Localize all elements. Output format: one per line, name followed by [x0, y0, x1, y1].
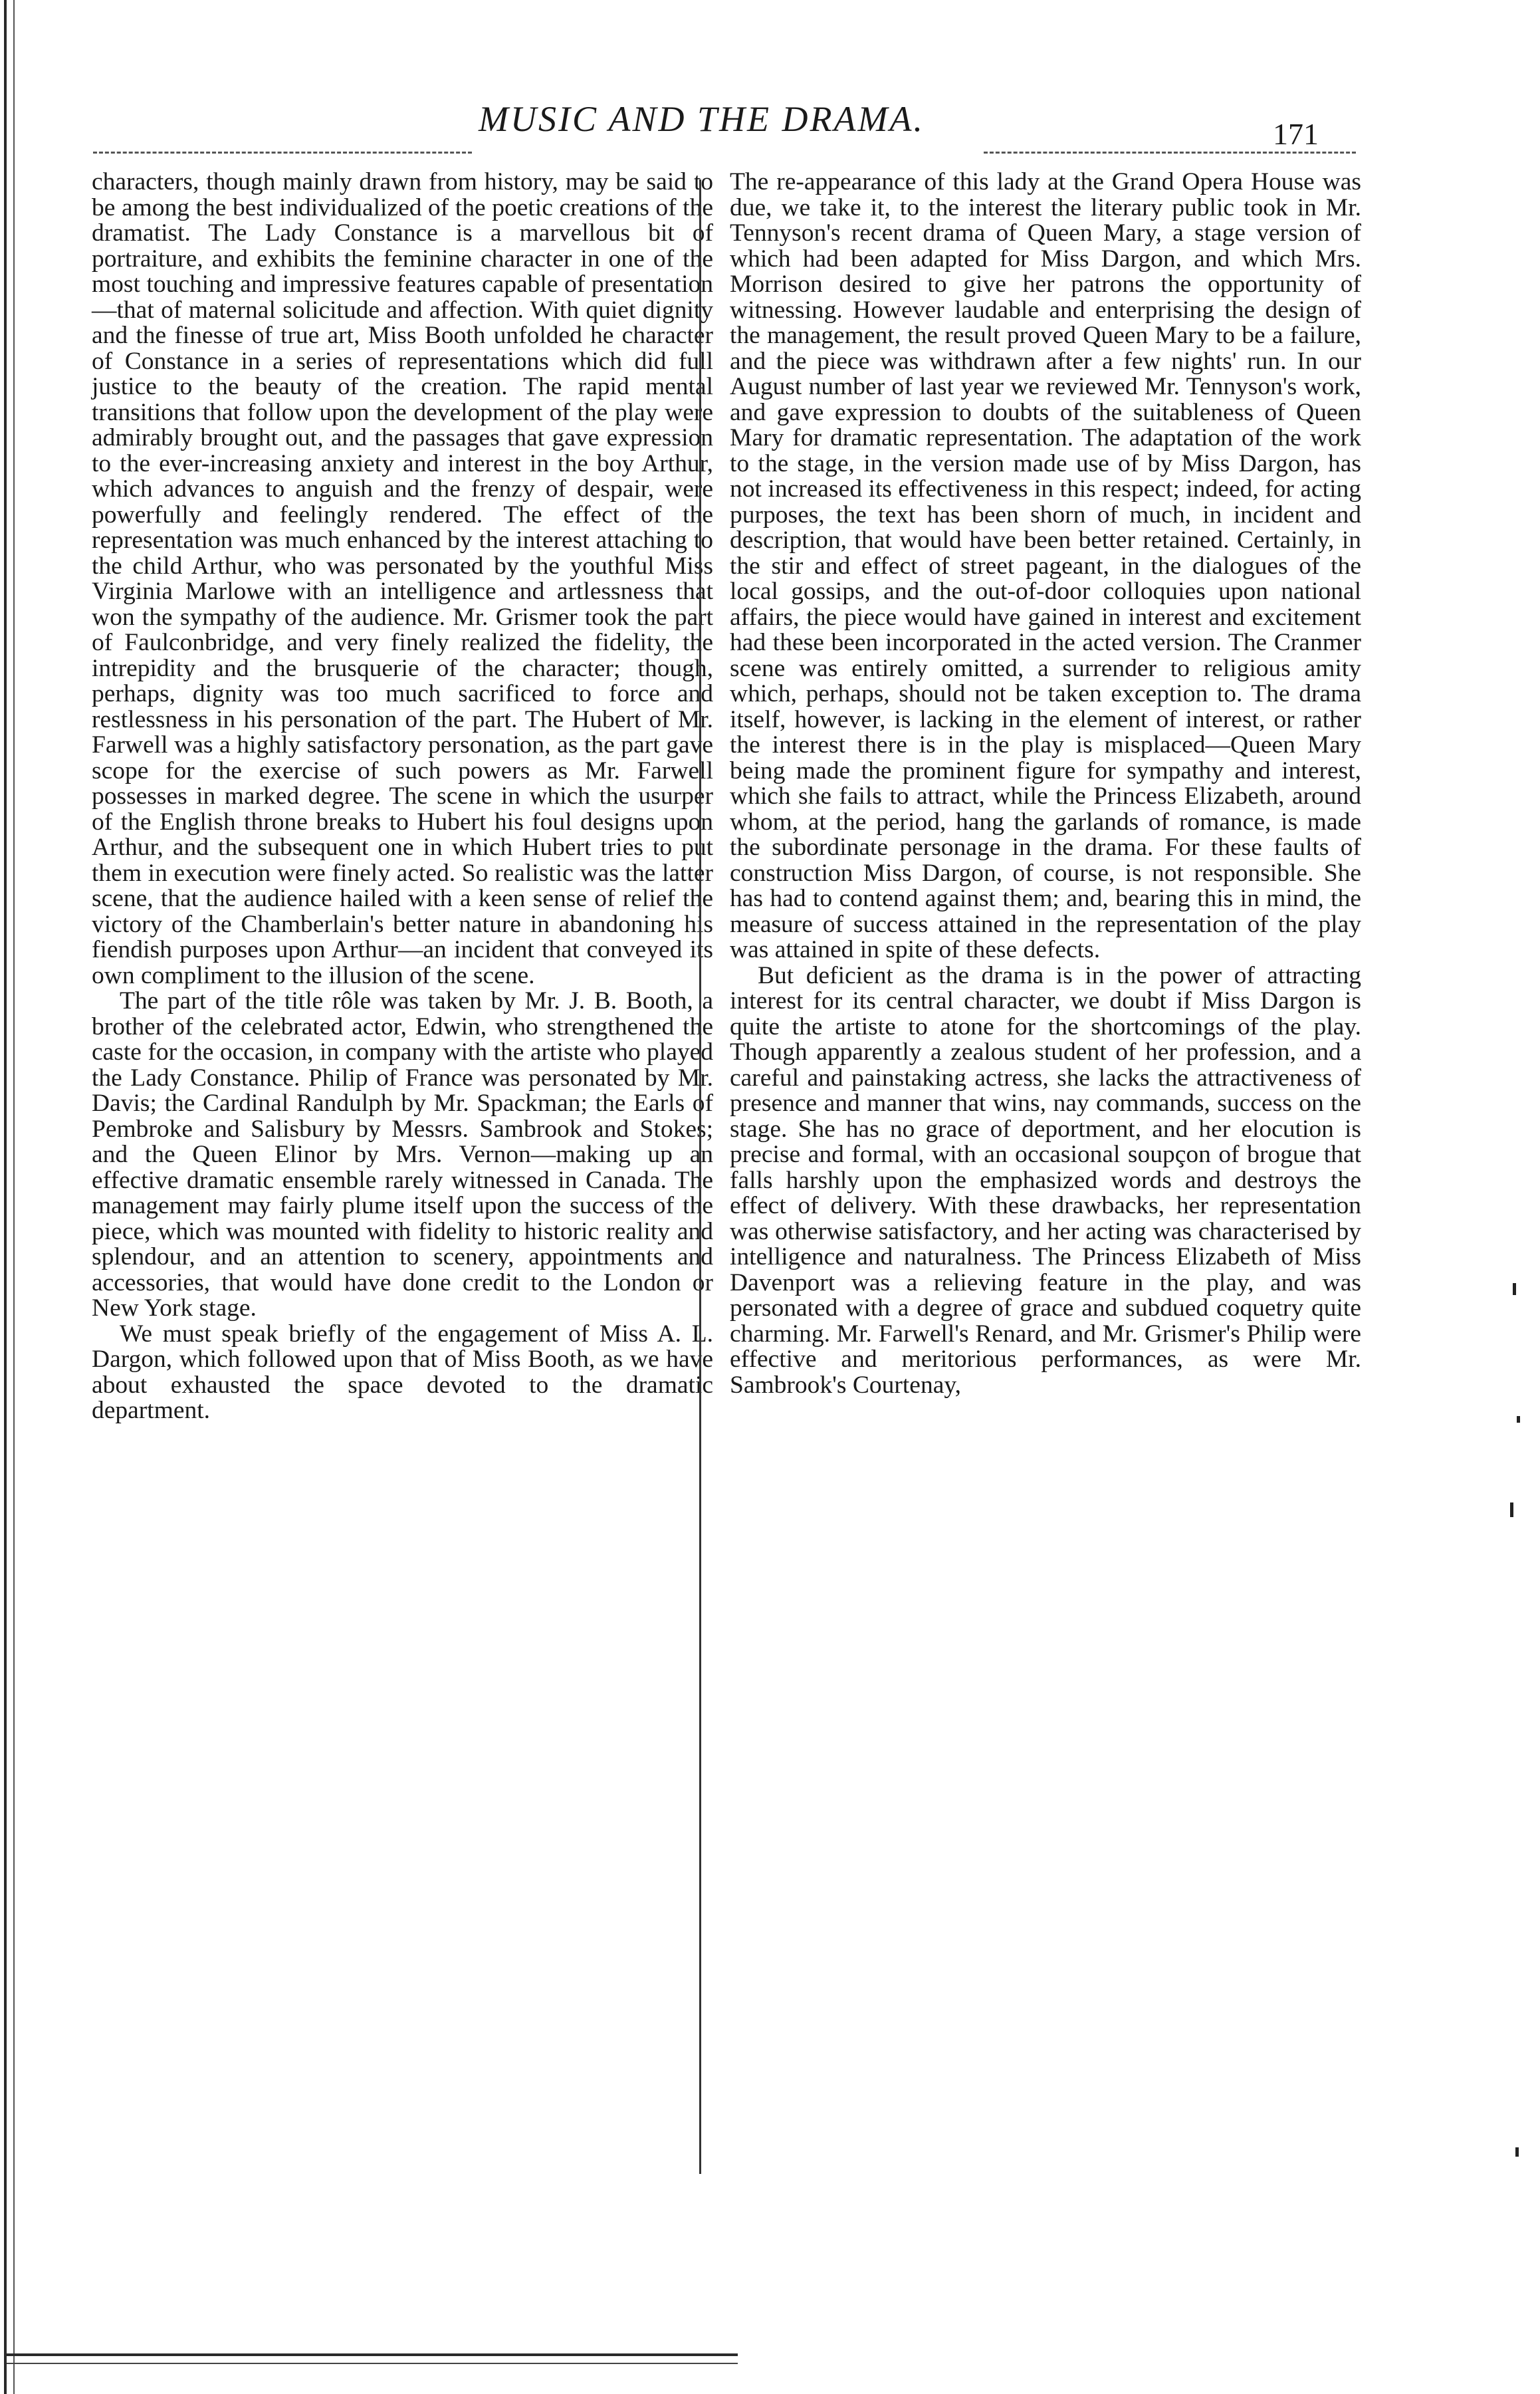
- header-rule-right: [984, 152, 1356, 154]
- margin-mark: [1513, 1283, 1516, 1295]
- page-binding-edge: [4, 0, 15, 2394]
- column-divider: [699, 180, 701, 2174]
- margin-mark: [1517, 1416, 1520, 1423]
- paragraph: We must speak briefly of the engagement of Miss A. L. Dargon, which followed upon that of Miss Booth, as we have about exhausted the space devoted to the dramatic department.: [92, 1320, 713, 1424]
- bottom-binding-edge: [7, 2353, 738, 2364]
- margin-mark: [1515, 2147, 1519, 2157]
- left-column: [92, 170, 713, 1424]
- header-rule-left: [93, 152, 472, 154]
- paragraph: characters, though mainly drawn from history, may be said to be among the best individualized of the poetic creations of the dramatist. The Lady Constance is a marvellous bit of portraiture, and exhibits the feminine character in one of the most touching and impressive features capable of presentation—that of maternal solicitude and affection. With quiet dignity and the finesse of true art, Miss Booth unfolded he character of Constance in a series of representations which did full justice to the beauty of the creation. The rapid mental transitions that follow upon the development of the play were admirably brought out, and the passages that gave expression to the ever-increasing anxiety and interest in the boy Arthur, which advances to anguish and the frenzy of despair, were powerfully and feelingly rendered. The effect of the representation was much enhanced by the interest attaching to the child Arthur, who was personated by the youthful Miss Virginia Marlowe with an intelligence and artlessness that won the sympathy of the audience. Mr. Grismer took the part of Faulconbridge, and very finely realized the fidelity, the intrepidity and the brusquerie of the character; though, perhaps, dignity was too much sacrificed to force and restlessness in his personation of the part. The Hubert of Mr. Farwell was a highly satisfactory personation, as the part gave scope for the exercise of such powers as Mr. Farwell possesses in marked degree. The scene in which the usurper of the English throne breaks to Hubert his foul designs upon Arthur, and the subsequent one in which Hubert tries to put them in execution were finely acted. So realistic was the latter scene, that the audience hailed with a keen sense of relief the victory of the Chamberlain's better nature in abandoning his fiendish purposes upon Arthur—an incident that conveyed its own compliment to the illusion of the scene.: [92, 168, 713, 989]
- paragraph: The part of the title rôle was taken by Mr. J. B. Booth, a brother of the celebrated actor, Edwin, who strengthened the caste for the occasion, in company with the artiste who played the Lady Constance. Philip of France was personated by Mr. Davis; the Cardinal Randulph by Mr. Spackman; the Earls of Pembroke and Salisbury by Messrs. Sambrook and Stokes; and the Queen Elinor by Mrs. Vernon—making up an effective dramatic ensemble rarely witnessed in Canada. The management may fairly plume itself upon the success of the piece, which was mounted with fidelity to historic reality and splendour, and an attention to scenery, appointments and accessories, that would have done credit to the London or New York stage.: [92, 987, 713, 1322]
- running-title: MUSIC AND THE DRAMA.: [479, 99, 925, 139]
- paragraph: The re-appearance of this lady at the Grand Opera House was due, we take it, to the interest the literary public took in Mr. Tennyson's recent drama of Queen Mary, a stage version of which had been adapted for Miss Dargon, and which Mrs. Morrison desired to give her patrons the opportunity of witnessing. However laudable and enterprising the design of the management, the result proved Queen Mary to be a failure, and the piece was withdrawn after a few nights' run. In our August number of last year we reviewed Mr. Tennyson's work, and gave expression to doubts of the suitableness of Queen Mary for dramatic representation. The adaptation of the work to the stage, in the version made use of by Miss Dargon, has not increased its effectiveness in this respect; indeed, for acting purposes, the text has been shorn of much, in incident and description, that would have been better retained. Certainly, in the stir and effect of street pageant, in the dialogues of the local gossips, and the out-of-door colloquies upon national affairs, the piece would have gained in interest and excitement had these been incorporated in the acted version. The Cranmer scene was entirely omitted, a surrender to religious amity which, perhaps, should not be taken exception to. The drama itself, however, is lacking in the element of interest, or rather the interest there is in the play is misplaced—Queen Mary being made the prominent figure for sympathy and interest, which she fails to attract, while the Princess Elizabeth, around whom, at the period, hang the garlands of romance, is made the subordinate personage in the drama. For these faults of construction Miss Dargon, of course, is not responsible. She has had to contend against them; and, bearing this in mind, the measure of success attained in the representation of the play was attained in spite of these defects.: [730, 168, 1361, 963]
- page-number: 171: [1273, 117, 1319, 151]
- right-column: [730, 170, 1361, 1398]
- margin-mark: [1510, 1502, 1513, 1517]
- paragraph: But deficient as the drama is in the power of attracting interest for its central character, we doubt if Miss Dargon is quite the artiste to atone for the shortcomings of the play. Though apparently a zealous student of her profession, and a careful and painstaking actress, she lacks the attractiveness of presence and manner that wins, nay commands, success on the stage. She has no grace of deportment, and her elocution is precise and formal, with an occasional soupçon of brogue that falls harshly upon the emphasized words and destroys the effect of delivery. With these drawbacks, her representation was otherwise satisfactory, and her acting was characterised by intelligence and naturalness. The Princess Elizabeth of Miss Davenport was a relieving feature in the play, and was personated with a degree of grace and subdued coquetry quite charming. Mr. Farwell's Renard, and Mr. Grismer's Philip were effective and meritorious performances, as were Mr. Sambrook's Courtenay,: [730, 961, 1361, 1399]
